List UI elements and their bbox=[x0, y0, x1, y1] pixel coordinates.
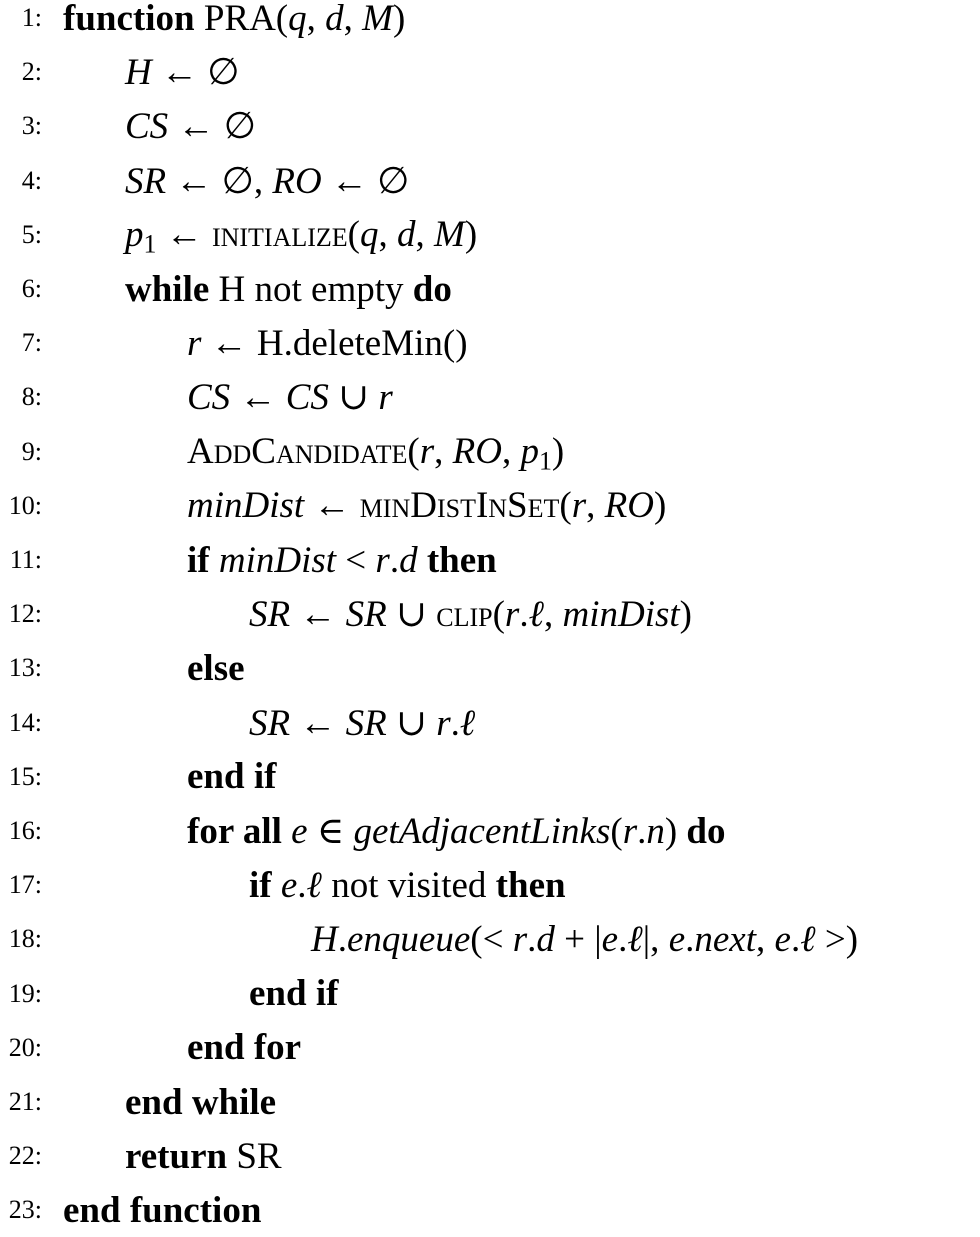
algorithm-line bbox=[0, 587, 980, 641]
line-number: 19: bbox=[8, 978, 42, 1008]
line-number: 20: bbox=[8, 1032, 42, 1062]
line-code: CS ← ∅ bbox=[125, 106, 256, 148]
line-code: AddCandidate(r, RO, $p_1$) bbox=[187, 431, 565, 476]
algorithm-line bbox=[0, 696, 980, 750]
line-number: 1: bbox=[21, 3, 42, 32]
line-code: else bbox=[187, 647, 245, 689]
line-number: 9: bbox=[21, 436, 42, 466]
line-number: 15: bbox=[8, 761, 42, 791]
line-number: 21: bbox=[8, 1087, 42, 1116]
line-number: 23: bbox=[8, 1195, 42, 1225]
line-number: 17: bbox=[8, 870, 42, 900]
line-number: 6: bbox=[21, 274, 42, 303]
line-code: end for bbox=[187, 1027, 302, 1069]
line-number: 5: bbox=[21, 219, 42, 249]
algorithm-line bbox=[0, 1021, 980, 1075]
line-code: SR ← ∅, RO ← ∅ bbox=[125, 160, 410, 202]
algorithm-line bbox=[0, 425, 980, 479]
line-number: 22: bbox=[8, 1141, 42, 1171]
algorithm-line bbox=[0, 99, 980, 153]
algorithm-line bbox=[0, 316, 980, 370]
line-code: if e.ℓ not visited then bbox=[249, 864, 566, 906]
line-code: function PRA(q, d, M) bbox=[63, 0, 406, 39]
line-code: H.enqueue(< r.d + |e.ℓ|, e.next, e.ℓ >) bbox=[311, 918, 859, 960]
algorithm-line bbox=[0, 1129, 980, 1183]
algorithm-line bbox=[0, 262, 980, 316]
algorithm-line bbox=[0, 1183, 980, 1237]
line-code: SR ← SR ∪ clip(r.ℓ, minDist) bbox=[249, 594, 692, 636]
algorithm-line bbox=[0, 370, 980, 424]
algorithm-line bbox=[0, 912, 980, 966]
algorithm-line bbox=[0, 967, 980, 1021]
algorithm-line bbox=[0, 45, 980, 99]
line-number: 14: bbox=[8, 707, 42, 737]
line-code: while H not empty do bbox=[125, 268, 452, 310]
algorithm-line bbox=[0, 858, 980, 912]
line-number: 3: bbox=[21, 111, 42, 141]
line-code: return SR bbox=[125, 1135, 282, 1177]
line-number: 8: bbox=[21, 382, 42, 412]
line-code: $p_1$ ← initialize(q, d, M) bbox=[125, 214, 478, 259]
algorithm-line bbox=[0, 154, 980, 208]
algorithm-line bbox=[0, 0, 980, 45]
line-code: minDist ← minDistInSet(r, RO) bbox=[187, 485, 667, 527]
algorithm-line bbox=[0, 479, 980, 533]
algorithm-line bbox=[0, 1075, 980, 1129]
line-number: 18: bbox=[8, 924, 42, 954]
line-number: 13: bbox=[8, 653, 42, 683]
line-number: 16: bbox=[8, 816, 42, 845]
line-code: CS ← CS ∪ r bbox=[187, 377, 393, 419]
line-number: 11: bbox=[9, 545, 42, 574]
line-code: if minDist < r.d then bbox=[187, 539, 497, 581]
line-code: end while bbox=[125, 1081, 277, 1123]
line-number: 10: bbox=[8, 490, 42, 520]
algorithm-line bbox=[0, 750, 980, 804]
algorithm-line bbox=[0, 804, 980, 858]
line-code: end if bbox=[187, 756, 277, 798]
line-code: H ← ∅ bbox=[125, 52, 240, 94]
line-number: 2: bbox=[21, 57, 42, 87]
line-number: 4: bbox=[21, 165, 42, 195]
line-code: SR ← SR ∪ r.ℓ bbox=[249, 702, 476, 744]
algorithm-line bbox=[0, 533, 980, 587]
algorithm-line bbox=[0, 208, 980, 262]
line-number: 12: bbox=[8, 599, 42, 629]
line-code: r ← H.deleteMin() bbox=[187, 322, 468, 364]
line-code: end function bbox=[63, 1189, 262, 1231]
line-code: for all e ∈ getAdjacentLinks(r.n) do bbox=[187, 811, 726, 852]
line-code: end if bbox=[249, 973, 339, 1015]
algorithm-line bbox=[0, 641, 980, 695]
line-number: 7: bbox=[21, 328, 42, 358]
